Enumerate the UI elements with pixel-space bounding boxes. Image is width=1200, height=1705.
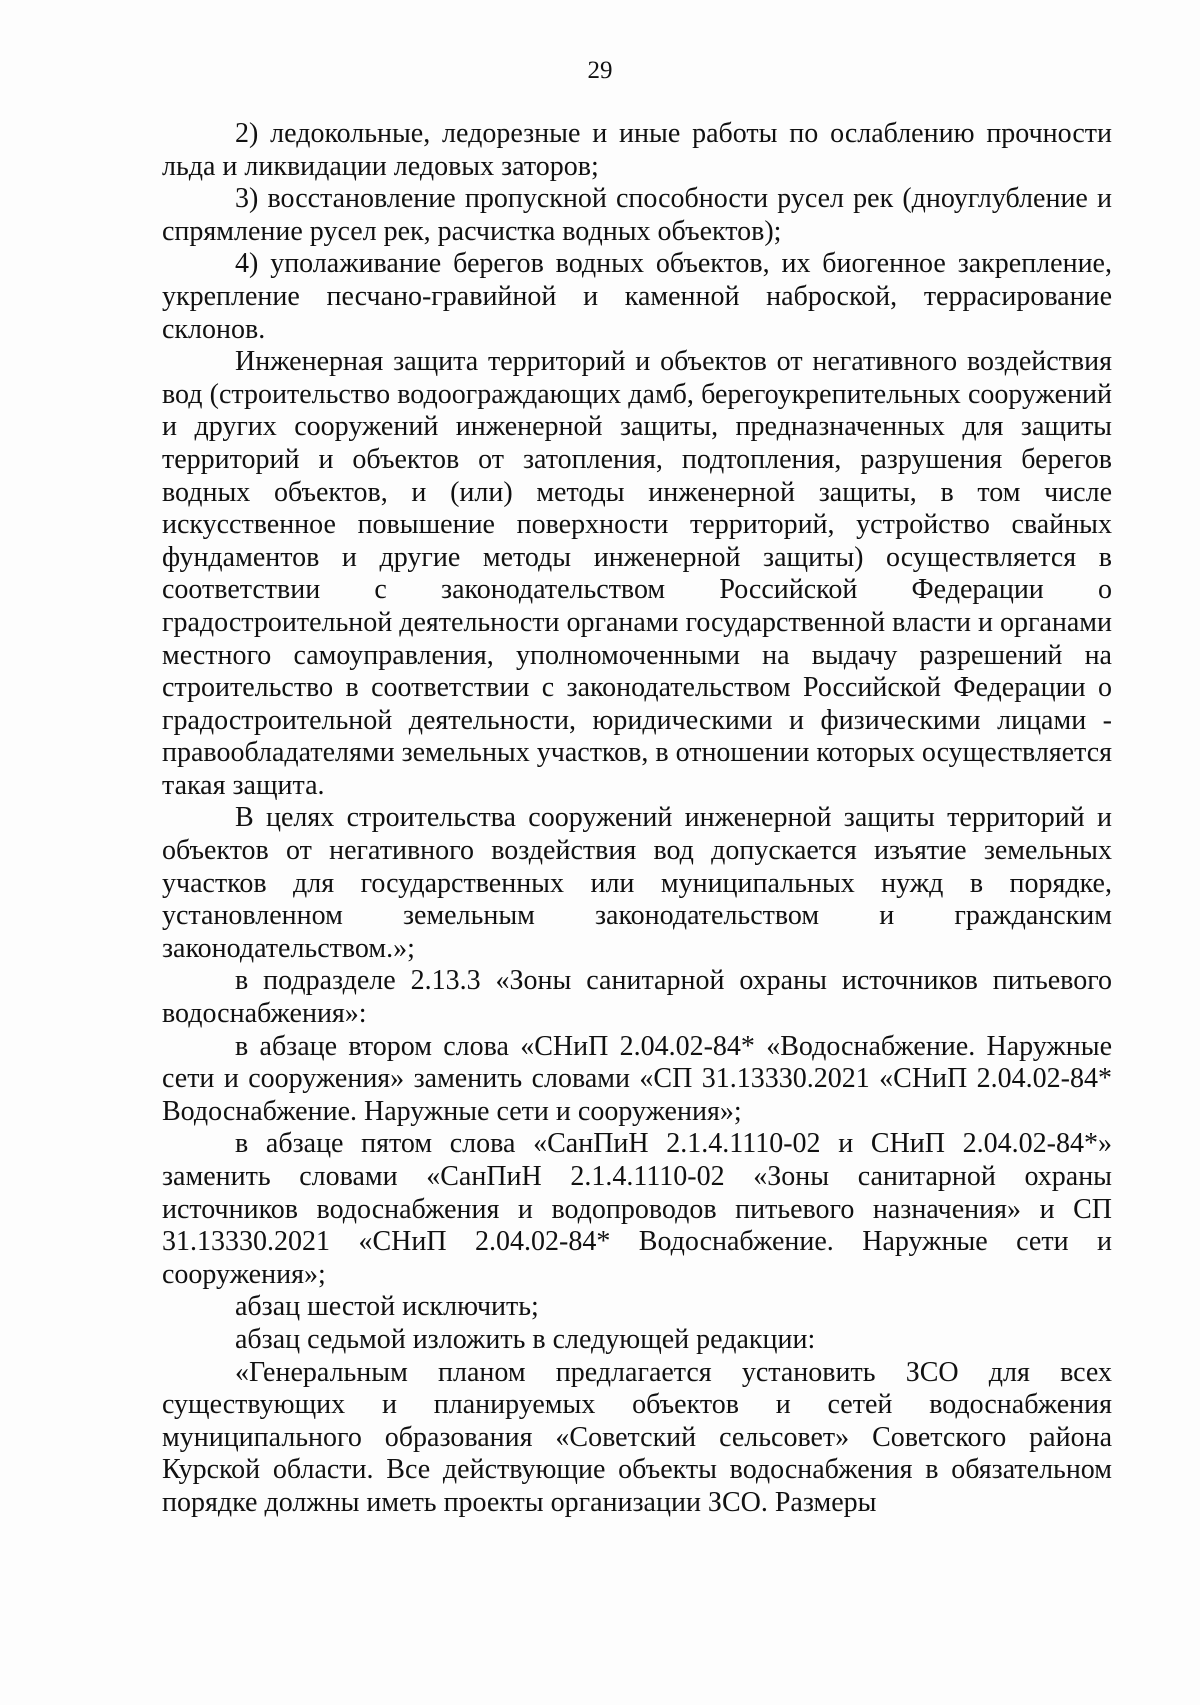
paragraph-engineering-protection: Инженерная защита территорий и объектов от негативного воздействия вод (строительство водоограждающих дамб, берегоукрепительных сооружений и других сооружений инженерной защиты, предназначенных для защиты территорий и объектов от затопления, подтопления, разрушения берегов водных объектов, и (или) методы инженерной защиты, в том числе искусственное повышение поверхности территорий, устройство свайных фундаментов и другие методы инженерной защиты) осуществляется в соответствии с законодательством Российской Федерации о градостроительной деятельности органами государственной власти и органами местного самоуправления, уполномоченными на выдачу разрешений на строительство в соответствии с законодательством Российской Федерации о градостроительной деятельности, юридическими и физическими лицами - правообладателями земельных участков, в отношении которых осуществляется такая защита.: [162, 346, 1113, 801]
paragraph-item-3: 3) восстановление пропускной способности русел рек (дноуглубление и спрямление русел рек, расчистка водных объектов);: [162, 183, 1112, 247]
paragraph-seventh-abzac: абзац седьмой изложить в следующей редакции:: [235, 1323, 816, 1355]
paragraph-fifth-abzac: в абзаце пятом слова «СанПиН 2.1.4.1110-02 и СНиП 2.04.02-84*» заменить словами «СанПиН 2.1.4.1110-02 «Зоны санитарной охраны источников водоснабжения и водопроводов питьевого назначения» и СП 31.13330.2021 «СНиП 2.04.02-84* Водоснабжение. Наружные сети и сооружения»;: [162, 1128, 1112, 1290]
paragraph-subsection-2-13-3: в подразделе 2.13.3 «Зоны санитарной охраны источников питьевого водоснабжения»:: [162, 965, 1112, 1030]
paragraph-sixth-abzac: абзац шестой исключить;: [235, 1291, 539, 1323]
paragraph-second-abzac: в абзаце втором слова «СНиП 2.04.02-84* «Водоснабжение. Наружные сети и сооружения» заменить словами «СП 31.13330.2021 «СНиП 2.04.02-84* Водоснабжение. Наружные сети и сооружения»;: [162, 1030, 1112, 1127]
paragraph-item-2: 2) ледокольные, ледорезные и иные работы по ослаблению прочности льда и ликвидации ледовых заторов;: [162, 118, 1112, 182]
paragraph-land-seizure: В целях строительства сооружений инженерной защиты территорий и объектов от негативного воздействия вод допускается изъятие земельных участков для государственных или муниципальных нужд в порядке, установленном земельным законодательством и гражданским законодательством.»;: [162, 802, 1112, 964]
paragraph-general-plan: «Генеральным планом предлагается установить ЗСО для всех существующих и планируемых объектов и сетей водоснабжения муниципального образования «Советский сельсовет» Советского района Курской области. Все действующие объекты водоснабжения в обязательном порядке должны иметь проекты организации ЗСО. Размеры: [162, 1356, 1112, 1518]
paragraph-item-4: 4) уполаживание берегов водных объектов, их биогенное закрепление, укрепление песчано-гравийной и каменной наброской, террасирование склонов.: [162, 248, 1112, 345]
document-body: [162, 118, 1112, 1520]
page-number: 29: [587, 57, 613, 84]
